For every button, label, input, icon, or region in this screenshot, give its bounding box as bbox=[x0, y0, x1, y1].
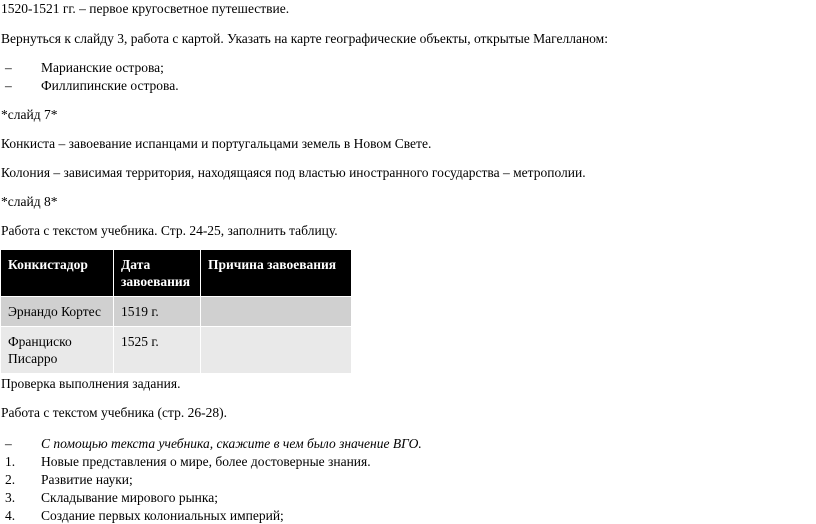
cell-conquistador: Эрнандо Кортес bbox=[1, 297, 114, 327]
question-item bbox=[5, 436, 422, 452]
list-number: 1. bbox=[5, 454, 16, 469]
slide-7-label: *слайд 7* bbox=[1, 107, 58, 122]
list-item bbox=[5, 472, 133, 488]
definition-colony: Колония – зависимая территория, находящаяся под властью иностранного государства – метрополии. bbox=[1, 165, 586, 180]
list-text: Создание первых колониальных империй; bbox=[41, 508, 284, 523]
text-line-voyage: 1520-1521 гг. – первое кругосветное путешествие. bbox=[1, 1, 290, 16]
dash-marker: – bbox=[5, 60, 12, 75]
header-conquistador: Конкистадор bbox=[1, 250, 114, 297]
list-item bbox=[5, 490, 219, 506]
table-row bbox=[1, 297, 351, 327]
list-item bbox=[5, 508, 284, 524]
list-item bbox=[5, 454, 371, 470]
text-line-textbook-task: Работа с текстом учебника (стр. 26-28). bbox=[1, 405, 227, 420]
dash-marker: – bbox=[5, 436, 12, 451]
header-reason: Причина завоевания bbox=[201, 250, 352, 297]
header-date: Дата завоевания bbox=[114, 250, 201, 297]
cell-conquistador: Франциско Писарро bbox=[1, 327, 114, 374]
list-text: Новые представления о мире, более достоверные знания. bbox=[41, 454, 371, 469]
table-row bbox=[1, 327, 351, 374]
slide-8-label: *слайд 8* bbox=[1, 194, 58, 209]
bullet-item-marianas bbox=[5, 60, 164, 76]
dash-marker: – bbox=[5, 78, 12, 93]
list-number: 4. bbox=[5, 508, 16, 523]
list-text: Складывание мирового рынка; bbox=[41, 490, 219, 505]
list-text: Развитие науки; bbox=[41, 472, 133, 487]
bullet-text: Марианские острова; bbox=[41, 60, 164, 75]
bullet-text: Филлипинские острова. bbox=[41, 78, 179, 93]
text-line-map-task: Вернуться к слайду 3, работа с картой. Указать на карте географические объекты, открытые Магелланом: bbox=[1, 31, 608, 46]
list-number: 2. bbox=[5, 472, 16, 487]
definition-conquista: Конкиста – завоевание испанцами и португальцами земель в Новом Свете. bbox=[1, 136, 432, 151]
question-text: С помощью текста учебника, скажите в чем было значение ВГО. bbox=[41, 436, 422, 451]
cell-date: 1525 г. bbox=[114, 327, 201, 374]
text-line-check: Проверка выполнения задания. bbox=[1, 376, 181, 391]
bullet-item-philippines bbox=[5, 78, 179, 94]
cell-reason bbox=[201, 297, 352, 327]
table-header-row bbox=[1, 250, 351, 297]
list-number: 3. bbox=[5, 490, 16, 505]
cell-date: 1519 г. bbox=[114, 297, 201, 327]
text-line-table-task: Работа с текстом учебника. Стр. 24-25, заполнить таблицу. bbox=[1, 223, 338, 238]
cell-reason bbox=[201, 327, 352, 374]
conquistador-table bbox=[1, 250, 351, 373]
